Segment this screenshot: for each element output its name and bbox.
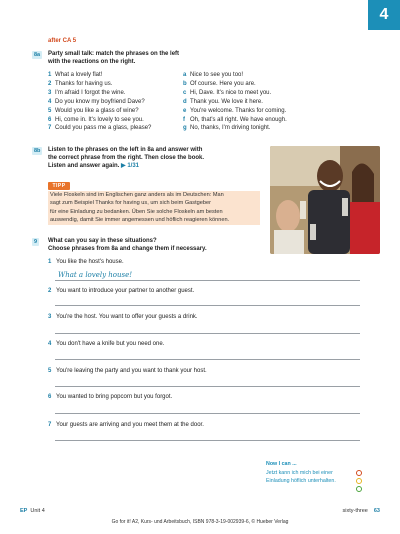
- unit-number: 4: [379, 6, 389, 23]
- exercise-9-title: [48, 237, 207, 253]
- list-item: [48, 124, 178, 133]
- list-item: [48, 107, 178, 116]
- now-i-can-title: Now I can ...: [266, 461, 297, 467]
- situation-text: You like the host's house.: [56, 259, 124, 265]
- item-letter: d: [183, 98, 187, 105]
- exercise-8b-line: the correct phrase from the right. Then close the book.: [48, 155, 205, 161]
- answer-line[interactable]: [55, 413, 360, 414]
- item-number: 5: [48, 368, 52, 374]
- item-number: 1: [48, 259, 52, 265]
- situation-text: You're leaving the party and you want to thank your host.: [56, 368, 207, 374]
- tip-line: für eine Einladung zu bedanken. Üben Sie solche Floskeln am besten: [50, 208, 223, 215]
- reactions-right-list: [183, 71, 363, 133]
- situation-item: [48, 341, 164, 347]
- list-item: [183, 116, 363, 125]
- situation-text: You wanted to bring popcorn but you forgot.: [56, 394, 173, 400]
- item-letter: c: [183, 89, 187, 96]
- tip-line: Viele Floskeln sind im Englischen ganz anders als im Deutschen: Man: [50, 192, 224, 198]
- exercise-8b-line: Listen and answer again.: [48, 163, 120, 169]
- item-number: 6: [48, 394, 52, 400]
- tip-label: TIPP: [52, 183, 66, 189]
- rating-circle-yellow[interactable]: [356, 478, 362, 484]
- exercise-8a-badge: 8a: [34, 52, 41, 58]
- reaction-text: You're welcome. Thanks for coming.: [190, 107, 287, 114]
- footer-page-word: sixty-three: [342, 508, 368, 514]
- list-item: [183, 107, 363, 116]
- situation-text: Your guests are arriving and you meet them at the door.: [56, 422, 204, 428]
- list-item: [183, 80, 363, 89]
- phrase-text: What a lovely flat!: [55, 72, 103, 78]
- list-item: [48, 116, 178, 125]
- reaction-text: Thank you. We love it here.: [190, 98, 263, 105]
- situation-text: You want to introduce your partner to another guest.: [56, 288, 195, 294]
- now-i-can-row: [266, 477, 362, 486]
- example-answer: What a lovely house!: [58, 271, 133, 279]
- now-i-can-text: Jetzt kann ich mich bei einer: [266, 469, 333, 476]
- answer-line[interactable]: [55, 305, 360, 306]
- answer-line[interactable]: [55, 280, 360, 281]
- answer-line[interactable]: [55, 440, 360, 441]
- item-number: 4: [48, 98, 52, 105]
- list-item: [48, 98, 178, 107]
- situation-text: You're the host. You want to offer your guests a drink.: [56, 314, 198, 320]
- exercise-9-title-line: What can you say in these situations?: [48, 238, 157, 244]
- phrase-text: Thanks for having us.: [55, 80, 113, 87]
- list-item: [48, 71, 178, 80]
- now-i-can-row: [266, 486, 362, 492]
- item-number: 1: [48, 72, 52, 78]
- situation-item: [48, 314, 198, 320]
- reaction-text: Hi, Dave. It's nice to meet you.: [190, 89, 272, 96]
- phrase-text: Hi, come in. It's lovely to see you.: [55, 116, 144, 123]
- list-item: [183, 71, 363, 80]
- rating-circle-red[interactable]: [356, 470, 362, 476]
- exercise-8a-title-line: with the reactions on the right.: [48, 59, 136, 65]
- tip-line: auswendig, damit Sie immer angemessen und höflich reagieren können.: [50, 217, 230, 224]
- item-number: 7: [48, 125, 52, 132]
- item-letter: a: [183, 72, 187, 78]
- list-item: [183, 124, 363, 133]
- item-number: 5: [48, 107, 52, 114]
- situation-item: [48, 394, 172, 400]
- exercise-8b-line: Listen to the phrases on the left in 8a and answer with: [48, 147, 203, 153]
- phrase-text: I'm afraid I forgot the wine.: [55, 89, 126, 96]
- footer-page-number: 63: [373, 508, 380, 514]
- list-item: [183, 98, 363, 107]
- item-letter: b: [183, 80, 187, 87]
- footer-ep: EP: [20, 508, 28, 514]
- item-letter: g: [183, 125, 187, 132]
- list-item: [48, 80, 178, 89]
- item-number: 3: [48, 314, 52, 320]
- phrase-text: Would you like a glass of wine?: [55, 107, 139, 114]
- reaction-text: Of course. Here you are.: [190, 80, 256, 87]
- footer-unit: Unit 4: [30, 508, 45, 514]
- list-item: [48, 89, 178, 98]
- exercise-8a-title-line: Party small talk: match the phrases on the left: [48, 51, 180, 57]
- footer-right: [343, 508, 381, 514]
- item-number: 3: [48, 89, 52, 96]
- reaction-text: Nice to see you too!: [190, 72, 244, 78]
- now-i-can-box: [266, 460, 362, 492]
- exercise-8a-title: [48, 50, 179, 66]
- exercise-9-badge: 9: [34, 239, 38, 245]
- party-photo: [270, 146, 380, 254]
- unit-tab: [368, 0, 400, 30]
- item-number: 6: [48, 116, 52, 123]
- reaction-text: No, thanks, I'm driving tonight.: [190, 125, 271, 132]
- exercise-9-title-line: Choose phrases from 8a and change them if necessary.: [48, 246, 207, 252]
- now-i-can-text: Einladung höflich unterhalten.: [266, 478, 336, 485]
- exercise-8b-title: [48, 146, 263, 170]
- footer-credit: Go for it! A2, Kurs- und Arbeitsbuch, ISBN 978-3-19-002939-6, © Hueber Verlag: [111, 519, 289, 525]
- tip-box: [48, 191, 260, 225]
- item-number: 7: [48, 422, 52, 428]
- item-letter: e: [183, 107, 187, 114]
- situation-item: [48, 422, 204, 428]
- list-item: [183, 89, 363, 98]
- after-note: after CA 5: [48, 38, 77, 44]
- party-photo-illustration: [270, 146, 380, 254]
- footer-left: [20, 508, 45, 514]
- situation-item: [48, 368, 207, 374]
- answer-line[interactable]: [55, 386, 360, 387]
- situation-item: [48, 288, 194, 294]
- item-number: 4: [48, 341, 52, 347]
- rating-circle-green[interactable]: [356, 486, 362, 492]
- tip-line: sagt zum Beispiel Thanks for having us, um sich beim Gastgeber: [50, 200, 211, 207]
- answer-line[interactable]: [55, 359, 360, 360]
- tip-icon: [48, 182, 70, 190]
- audio-track-icon[interactable]: ▶ 1/31: [121, 163, 139, 169]
- item-letter: f: [183, 116, 185, 123]
- phrases-left-list: [48, 71, 178, 133]
- answer-line[interactable]: [55, 333, 360, 334]
- item-number: 2: [48, 80, 52, 87]
- situation-item: [48, 259, 124, 265]
- situation-text: You don't have a knife but you need one.: [56, 341, 165, 347]
- item-number: 2: [48, 288, 52, 294]
- exercise-8b-badge: 8b: [34, 148, 41, 154]
- phrase-text: Could you pass me a glass, please?: [55, 125, 152, 132]
- phrase-text: Do you know my boyfriend Dave?: [55, 98, 145, 105]
- now-i-can-row: [266, 469, 362, 478]
- reaction-text: Oh, that's all right. We have enough.: [190, 116, 287, 123]
